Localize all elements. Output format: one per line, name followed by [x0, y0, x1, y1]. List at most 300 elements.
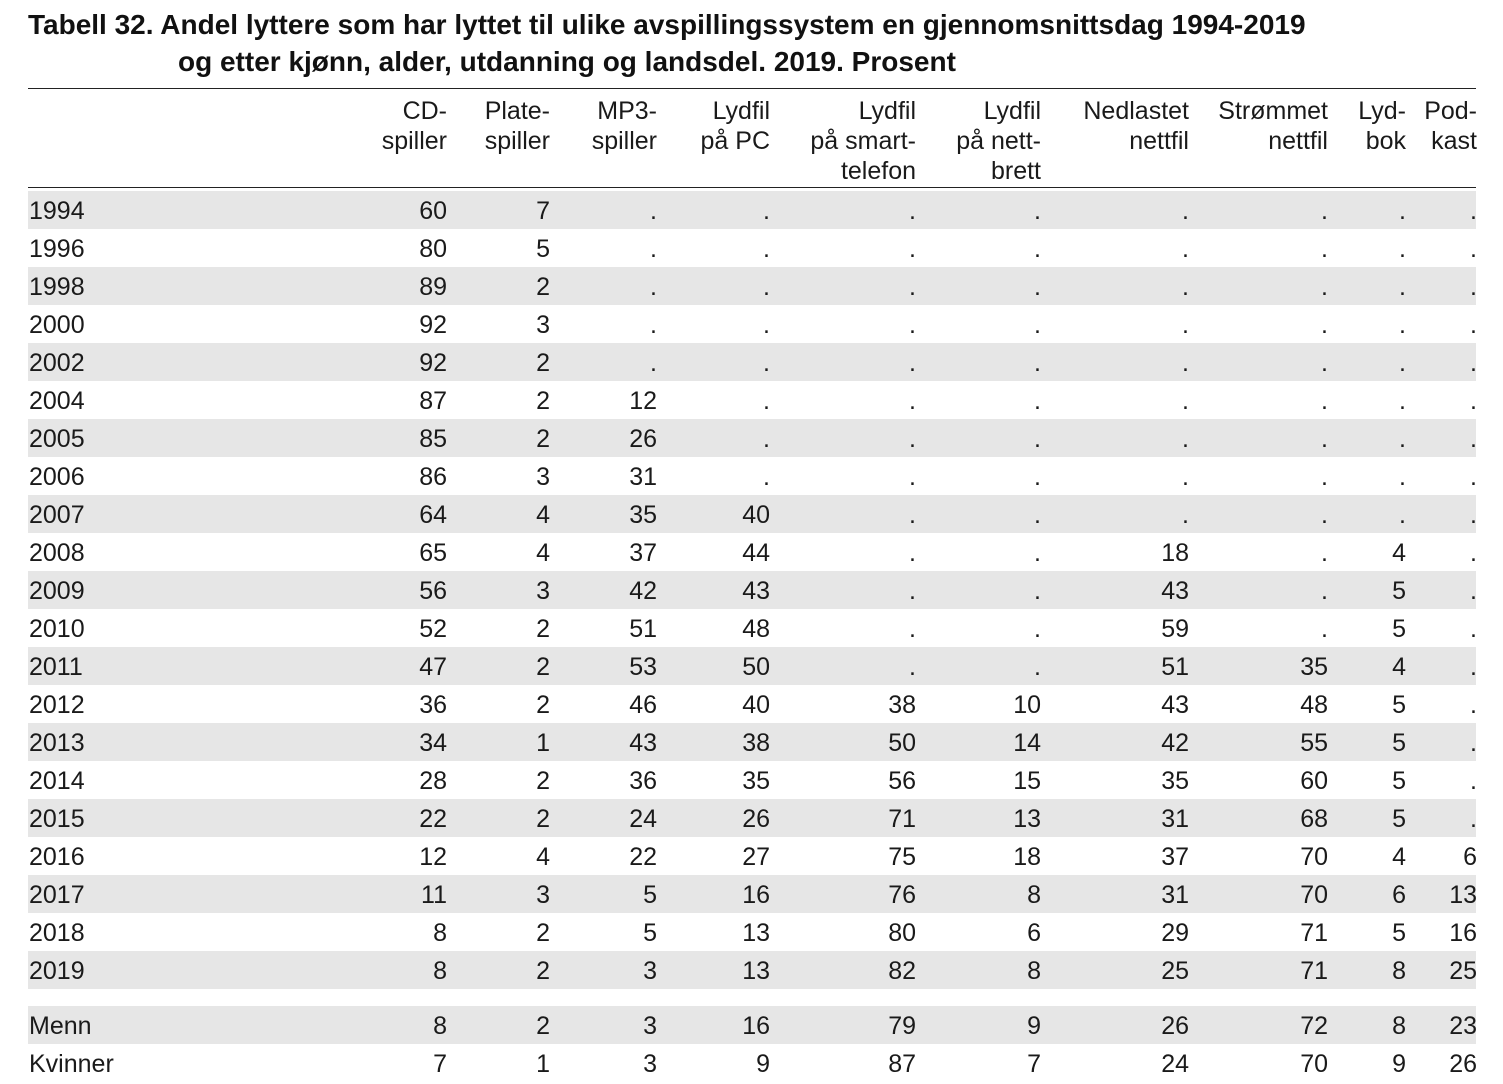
table-cell: .	[909, 273, 916, 301]
table-cell: 37	[629, 539, 657, 567]
table-cell: .	[1182, 425, 1189, 453]
table-cell: 8	[433, 1012, 447, 1040]
column-header-line: Lydfil	[858, 97, 916, 125]
table-cell: 48	[1300, 691, 1328, 719]
table-cell: 2	[536, 767, 550, 795]
table-cell: 31	[629, 463, 657, 491]
column-header	[592, 96, 657, 156]
row-label: 2005	[29, 425, 85, 453]
table-cell: 5	[643, 919, 657, 947]
table-cell: .	[1034, 577, 1041, 605]
table-cell: .	[909, 387, 916, 415]
table-cell: 16	[1449, 919, 1477, 947]
table-cell: 4	[536, 843, 550, 871]
table-cell: 59	[1161, 615, 1189, 643]
table-cell: .	[1182, 387, 1189, 415]
column-header	[1424, 96, 1477, 156]
table-cell: 43	[1161, 691, 1189, 719]
table-cell: 50	[888, 729, 916, 757]
table-cell: 65	[419, 539, 447, 567]
table-cell: 4	[536, 501, 550, 529]
table-cell: .	[1034, 387, 1041, 415]
table-row	[28, 647, 1476, 685]
table-cell: .	[763, 349, 770, 377]
table-cell: .	[763, 197, 770, 225]
table-cell: 31	[1161, 881, 1189, 909]
table-cell: 53	[629, 653, 657, 681]
table-cell: 43	[629, 729, 657, 757]
table-cell: .	[1321, 463, 1328, 491]
table-cell: .	[1470, 311, 1477, 339]
table-cell: .	[1470, 387, 1477, 415]
table-cell: .	[763, 387, 770, 415]
table-cell: .	[650, 349, 657, 377]
header-rule	[28, 187, 1476, 188]
column-header-line: Lydfil	[983, 97, 1041, 125]
table-cell: .	[1470, 349, 1477, 377]
table-title-line2: og etter kjønn, alder, utdanning og landsdel. 2019. Prosent	[178, 46, 956, 77]
column-header	[485, 96, 550, 156]
table-cell: .	[1321, 235, 1328, 263]
table-cell: 25	[1161, 957, 1189, 985]
column-header-line: brett	[990, 157, 1041, 185]
table-cell: 24	[629, 805, 657, 833]
row-label: 2017	[29, 881, 85, 909]
table-cell: .	[1470, 425, 1477, 453]
table-cell: .	[1321, 349, 1328, 377]
table-cell: .	[1321, 615, 1328, 643]
table-cell: .	[1399, 463, 1406, 491]
table-cell: 2	[536, 349, 550, 377]
table-cell: 25	[1449, 957, 1477, 985]
table-cell: .	[650, 311, 657, 339]
table-cell: .	[1470, 767, 1477, 795]
table-cell: 71	[888, 805, 916, 833]
table-title-line1: Tabell 32. Andel lyttere som har lyttet til ulike avspillingssystem en gjennomsnittsdag 1994-2019	[28, 9, 1306, 40]
table-cell: .	[909, 463, 916, 491]
table-cell: .	[1034, 653, 1041, 681]
column-header	[701, 96, 770, 156]
table-cell: 9	[756, 1050, 770, 1078]
group-spacer	[28, 989, 1476, 1006]
table-cell: 8	[1027, 881, 1041, 909]
column-header-line: spiller	[381, 127, 447, 155]
table-cell: 8	[1392, 1012, 1406, 1040]
table-cell: 22	[419, 805, 447, 833]
table-cell: 24	[1161, 1050, 1189, 1078]
table-title	[28, 6, 1478, 80]
table-row	[28, 951, 1476, 989]
table-cell: 8	[1027, 957, 1041, 985]
table-cell: 75	[888, 843, 916, 871]
table-row	[28, 571, 1476, 609]
table-cell: .	[1182, 273, 1189, 301]
row-label: 2011	[29, 653, 83, 681]
table-cell: .	[1321, 273, 1328, 301]
table-cell: .	[650, 235, 657, 263]
table-cell: 2	[536, 805, 550, 833]
table-cell: 36	[629, 767, 657, 795]
table-cell: 5	[1392, 577, 1406, 605]
table-cell: .	[1321, 311, 1328, 339]
row-label: 2000	[29, 311, 85, 339]
table-cell: .	[1034, 615, 1041, 643]
table-cell: 2	[536, 957, 550, 985]
table-cell: 13	[742, 957, 770, 985]
table-cell: .	[763, 425, 770, 453]
table-cell: 4	[536, 539, 550, 567]
table-cell: 5	[1392, 919, 1406, 947]
column-header-line: på nett-	[956, 127, 1041, 155]
table-cell: .	[1182, 349, 1189, 377]
table-cell: .	[1182, 463, 1189, 491]
table-cell: .	[1470, 273, 1477, 301]
table-cell: .	[1034, 273, 1041, 301]
table-cell: 3	[536, 311, 550, 339]
table-cell: .	[1321, 539, 1328, 567]
table-cell: 87	[419, 387, 447, 415]
table-row	[28, 1006, 1476, 1044]
column-header-line: spiller	[484, 127, 550, 155]
table-cell: .	[1034, 311, 1041, 339]
table-cell: 2	[536, 653, 550, 681]
table-cell: .	[1399, 273, 1406, 301]
table-cell: .	[650, 273, 657, 301]
table-row	[28, 305, 1476, 343]
table-cell: 31	[1161, 805, 1189, 833]
column-header-line: nettfil	[1129, 127, 1189, 155]
table-cell: 2	[536, 1012, 550, 1040]
table-cell: 43	[742, 577, 770, 605]
column-header	[956, 96, 1041, 186]
table-cell: .	[1399, 235, 1406, 263]
table-cell: 2	[536, 919, 550, 947]
row-label: 2012	[29, 691, 85, 719]
table-cell: .	[1470, 805, 1477, 833]
table-cell: 48	[742, 615, 770, 643]
table-cell: 2	[536, 273, 550, 301]
table-cell: 43	[1161, 577, 1189, 605]
table-cell: 6	[1463, 843, 1477, 871]
table-cell: .	[1470, 501, 1477, 529]
table-cell: .	[1182, 235, 1189, 263]
column-header-line: Nedlastet	[1083, 97, 1189, 125]
row-label: 2016	[29, 843, 85, 871]
table-cell: 35	[629, 501, 657, 529]
table-cell: .	[909, 539, 916, 567]
table-cell: .	[909, 615, 916, 643]
column-header-line: telefon	[840, 157, 916, 185]
table-body	[28, 191, 1476, 1082]
column-header-line: Lyd-	[1358, 97, 1406, 125]
row-label: 2015	[29, 805, 85, 833]
column-header-line: MP3-	[597, 97, 657, 125]
table-cell: 27	[742, 843, 770, 871]
table-cell: 26	[629, 425, 657, 453]
table-cell: 80	[888, 919, 916, 947]
table-cell: 5	[1392, 805, 1406, 833]
row-label: 2010	[29, 615, 85, 643]
table-cell: 71	[1300, 919, 1328, 947]
table-cell: 42	[629, 577, 657, 605]
table-row	[28, 913, 1476, 951]
table-cell: .	[1399, 501, 1406, 529]
table-row	[28, 685, 1476, 723]
table-cell: 13	[1449, 881, 1477, 909]
table-cell: 35	[742, 767, 770, 795]
row-label: 1996	[29, 235, 85, 263]
table-cell: .	[909, 577, 916, 605]
table-row	[28, 495, 1476, 533]
table-cell: .	[763, 463, 770, 491]
table-cell: 5	[643, 881, 657, 909]
table-cell: 23	[1449, 1012, 1477, 1040]
table-cell: 2	[536, 425, 550, 453]
table-cell: 35	[1161, 767, 1189, 795]
table-cell: 60	[1300, 767, 1328, 795]
table-cell: 12	[629, 387, 657, 415]
column-header-line: Plate-	[484, 97, 550, 125]
column-header-line: kast	[1431, 127, 1477, 155]
table-cell: 16	[742, 1012, 770, 1040]
table-cell: .	[1034, 539, 1041, 567]
table-cell: 37	[1161, 843, 1189, 871]
table-cell: .	[909, 425, 916, 453]
table-cell: .	[1321, 577, 1328, 605]
table-cell: 38	[742, 729, 770, 757]
column-header	[382, 96, 447, 156]
table-cell: 26	[1161, 1012, 1189, 1040]
table-cell: 13	[742, 919, 770, 947]
table-cell: 34	[419, 729, 447, 757]
table-cell: 92	[419, 349, 447, 377]
table-cell: 5	[536, 235, 550, 263]
table-cell: .	[1470, 615, 1477, 643]
table-cell: 1	[536, 1050, 550, 1078]
table-row	[28, 267, 1476, 305]
column-header	[1218, 96, 1328, 156]
table-cell: 44	[742, 539, 770, 567]
table-cell: 46	[629, 691, 657, 719]
table-cell: 35	[1300, 653, 1328, 681]
table-cell: .	[1399, 425, 1406, 453]
table-cell: 1	[536, 729, 550, 757]
row-label: 2004	[29, 387, 85, 415]
table-row	[28, 457, 1476, 495]
table-cell: 70	[1300, 881, 1328, 909]
table-cell: 70	[1300, 1050, 1328, 1078]
table-cell: .	[1034, 501, 1041, 529]
table-cell: 89	[419, 273, 447, 301]
table-cell: 3	[643, 1050, 657, 1078]
table-cell: .	[1182, 501, 1189, 529]
table-cell: .	[1182, 197, 1189, 225]
table-cell: .	[1034, 197, 1041, 225]
table-cell: 8	[433, 919, 447, 947]
table-cell: 42	[1161, 729, 1189, 757]
table-cell: 51	[1161, 653, 1189, 681]
column-header-line: Strømmet	[1218, 97, 1328, 125]
table-cell: .	[763, 235, 770, 263]
table-cell: 8	[433, 957, 447, 985]
row-label: 2019	[29, 957, 85, 985]
table-cell: 7	[1027, 1050, 1041, 1078]
table-cell: 26	[1449, 1050, 1477, 1078]
table-row	[28, 381, 1476, 419]
table-cell: .	[1321, 425, 1328, 453]
table-row	[28, 191, 1476, 229]
table-cell: 3	[536, 577, 550, 605]
table-row	[28, 609, 1476, 647]
table-cell: 4	[1392, 843, 1406, 871]
table-cell: 6	[1392, 881, 1406, 909]
table-row	[28, 799, 1476, 837]
table-row	[28, 837, 1476, 875]
table-cell: .	[909, 653, 916, 681]
table-cell: 18	[1013, 843, 1041, 871]
table-cell: 9	[1027, 1012, 1041, 1040]
table-cell: .	[1034, 349, 1041, 377]
column-header	[1083, 96, 1189, 156]
table-cell: 3	[536, 463, 550, 491]
table-cell: 2	[536, 691, 550, 719]
table-cell: 13	[1013, 805, 1041, 833]
column-header	[810, 96, 916, 186]
table-cell: 3	[643, 1012, 657, 1040]
table-cell: 38	[888, 691, 916, 719]
table-cell: 22	[629, 843, 657, 871]
row-label: 2002	[29, 349, 85, 377]
table-cell: 9	[1392, 1050, 1406, 1078]
table-cell: 8	[1392, 957, 1406, 985]
row-label: 2018	[29, 919, 85, 947]
table-cell: .	[1321, 501, 1328, 529]
table-cell: 76	[888, 881, 916, 909]
column-header-line: Lydfil	[712, 97, 770, 125]
table-cell: .	[909, 349, 916, 377]
table-cell: .	[1399, 197, 1406, 225]
table-cell: 80	[419, 235, 447, 263]
table-cell: 47	[419, 653, 447, 681]
table-cell: 92	[419, 311, 447, 339]
table-cell: .	[1470, 539, 1477, 567]
table-cell: 40	[742, 691, 770, 719]
table-cell: 16	[742, 881, 770, 909]
table-row	[28, 723, 1476, 761]
table-row	[28, 229, 1476, 267]
table-cell: 4	[1392, 653, 1406, 681]
table-cell: 5	[1392, 767, 1406, 795]
table-cell: .	[1321, 387, 1328, 415]
table-cell: .	[650, 197, 657, 225]
table-cell: 68	[1300, 805, 1328, 833]
column-header-line: nettfil	[1268, 127, 1328, 155]
table-cell: .	[909, 311, 916, 339]
table-cell: .	[1399, 387, 1406, 415]
table-cell: 60	[419, 197, 447, 225]
table-cell: .	[1399, 349, 1406, 377]
table-cell: .	[909, 235, 916, 263]
row-label: Kvinner	[29, 1050, 114, 1078]
table-row	[28, 419, 1476, 457]
column-header-line: på PC	[700, 127, 770, 155]
table-cell: 50	[742, 653, 770, 681]
column-header-line: Pod-	[1424, 97, 1477, 125]
table-cell: .	[763, 311, 770, 339]
table-cell: .	[1034, 463, 1041, 491]
table-cell: .	[909, 197, 916, 225]
table-cell: 5	[1392, 615, 1406, 643]
table-cell: 12	[419, 843, 447, 871]
table-cell: 56	[419, 577, 447, 605]
row-label: Menn	[29, 1012, 92, 1040]
table-cell: 5	[1392, 729, 1406, 757]
table-row	[28, 343, 1476, 381]
table-cell: 71	[1300, 957, 1328, 985]
column-header-line: på smart-	[810, 127, 916, 155]
column-header-line: CD-	[402, 97, 447, 125]
table-cell: .	[1470, 691, 1477, 719]
table-cell: .	[1470, 577, 1477, 605]
row-label: 2008	[29, 539, 85, 567]
row-label: 1994	[29, 197, 85, 225]
row-label: 2006	[29, 463, 85, 491]
table-cell: .	[1470, 463, 1477, 491]
table-cell: 36	[419, 691, 447, 719]
table-row	[28, 875, 1476, 913]
row-label: 2007	[29, 501, 85, 529]
column-header	[1358, 96, 1406, 156]
table-cell: 72	[1300, 1012, 1328, 1040]
table-cell: 7	[536, 197, 550, 225]
table-cell: 3	[643, 957, 657, 985]
row-label: 2014	[29, 767, 85, 795]
table-cell: 4	[1392, 539, 1406, 567]
table-row	[28, 1044, 1476, 1082]
table-cell: 7	[433, 1050, 447, 1078]
table-cell: 40	[742, 501, 770, 529]
table-cell: .	[1321, 197, 1328, 225]
table-cell: 28	[419, 767, 447, 795]
table-cell: 79	[888, 1012, 916, 1040]
table-cell: 10	[1013, 691, 1041, 719]
table-cell: 82	[888, 957, 916, 985]
table-cell: 14	[1013, 729, 1041, 757]
table-cell: 29	[1161, 919, 1189, 947]
top-rule	[28, 88, 1476, 89]
column-header-line: spiller	[591, 127, 657, 155]
table-cell: .	[1470, 653, 1477, 681]
table-cell: .	[1470, 235, 1477, 263]
table-cell: 2	[536, 387, 550, 415]
table-cell: .	[909, 501, 916, 529]
table-cell: .	[1182, 311, 1189, 339]
table-cell: 52	[419, 615, 447, 643]
column-header-line: bok	[1365, 127, 1406, 155]
table-cell: 11	[421, 881, 447, 909]
table-cell: .	[1034, 425, 1041, 453]
table-cell: 2	[536, 615, 550, 643]
table-cell: 3	[536, 881, 550, 909]
table-cell: 51	[629, 615, 657, 643]
table-cell: 87	[888, 1050, 916, 1078]
table-cell: 5	[1392, 691, 1406, 719]
table-cell: .	[1399, 311, 1406, 339]
table-row	[28, 761, 1476, 799]
table-cell: 6	[1027, 919, 1041, 947]
table-cell: 15	[1013, 767, 1041, 795]
table-cell: 86	[419, 463, 447, 491]
